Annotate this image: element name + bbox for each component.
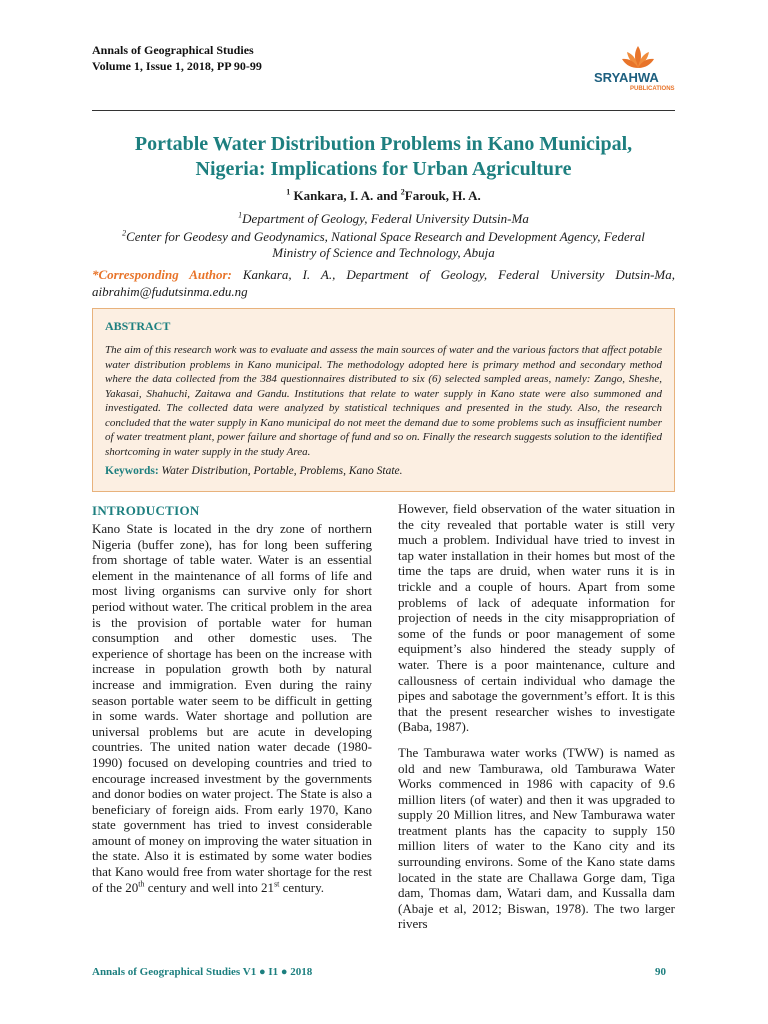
left-column bbox=[92, 521, 372, 905]
page-number: 90 bbox=[655, 966, 666, 978]
lotus-icon bbox=[586, 42, 690, 94]
journal-name: Annals of Geographical Studies bbox=[92, 43, 254, 57]
intro-paragraph-2: However, field observation of the water situation in the city revealed that portable water is still very much a problem. Individual have tried to invest in tap water installation in their homes but most of the time the taps are druid, when water runs it is in trickle and a couple of hours. Apart from some problems of lack of adequate information for projection of needs in the city misappropriation of some of the funds or poor management of some equipment’s also hindered the steady supply of water. There is a poor maintenance, culture and callousness of certain individual who damage the pipes and sabotage the government’s effort. It is this that the present researcher wishes to investigate (Baba, 1987). bbox=[398, 501, 675, 735]
introduction-heading: INTRODUCTION bbox=[92, 503, 200, 518]
right-column bbox=[398, 501, 675, 942]
affil2-line-2: Ministry of Science and Technology, Abuja bbox=[272, 245, 495, 260]
footer-journal: Annals of Geographical Studies V1 ● I1 ● 2018 bbox=[92, 966, 313, 978]
author1-sup: 1 bbox=[286, 187, 291, 197]
corresponding-author bbox=[92, 266, 675, 300]
title-line-2: Nigeria: Implications for Urban Agriculture bbox=[195, 158, 572, 180]
title-line-1: Portable Water Distribution Problems in Kano Municipal, bbox=[134, 133, 633, 155]
intro-p1-text: Kano State is located in the dry zone of northern Nigeria (buffer zone), has for long been suffering from shortage of table water. Water is an essential element in the maintenance of all forms of life and most living organisms can survive only for short period without water. The critical problem in the area is the provision of portable water for human consumption and other domestic uses. The experience of shortage has been on the increase with increase in population growth both by natural increase and immigration. Even during the rainy season portable water seem to be difficult in getting in some wards. Water shortage and pollution are universal problems but are acute in developing countries. The united nation water decade (1980-1990) focused on developing countries and tried to encourage increased investment by the governments and donor bodies on water project. The State is also a beneficiary of foreign aids. From early 1970, Kano state government has tried to invest considerable amount of money on improving the water situation in the state. Also it is estimated by some water bodies that Kano would free from water shortage for the rest of the 20 bbox=[92, 521, 372, 895]
authors bbox=[92, 188, 675, 204]
intro-p1-end: century. bbox=[279, 879, 325, 895]
affiliation-2 bbox=[92, 229, 675, 261]
svg-text:SRYAHWA: SRYAHWA bbox=[594, 70, 659, 85]
intro-paragraph-3: The Tamburawa water works (TWW) is named as old and new Tamburawa, old Tamburawa Water Works commenced in 1986 with capacity of 9.6 million liters (of water) and then it was upgraded to supply 20 Million litres, and New Tamburawa water treatment plants has the capacity to supply 150 million liters of water to the Kano city and its surrounding environs. Some of the Kano state dams located in the state are Challawa Gorge dam, Tiga dam, Thomas dam, Watari dam, and Kussalla dam (Abaje et al, 2012; Biswan, 1978). The two larger rivers bbox=[398, 744, 675, 932]
affil1-text: Department of Geology, Federal University Dutsin-Ma bbox=[242, 211, 529, 226]
abstract-heading: ABSTRACT bbox=[105, 319, 171, 333]
volume-info: Volume 1, Issue 1, 2018, PP 90-99 bbox=[92, 59, 262, 73]
corresponding-text: Kankara, I. A., Department of Geology, Federal University Dutsin-Ma, aibrahim@fudutsinma.edu.ng bbox=[92, 267, 676, 299]
keywords bbox=[105, 465, 662, 477]
sup-st: st bbox=[274, 879, 280, 889]
svg-text:PUBLICATIONS: PUBLICATIONS bbox=[630, 86, 675, 92]
affil2-sup: 2 bbox=[122, 228, 127, 238]
header-rule bbox=[92, 110, 675, 111]
author-2: Farouk, H. A. bbox=[404, 188, 481, 203]
abstract-text: The aim of this research work was to evaluate and assess the main sources of water and the various factors that affect potable water distribution problems in Kano municipal. The methodology adopted here is primary method and secondary method where the data collected from the 384 questionnaires distributed to six (6) selected sampled areas, namely: Zango, Sheshe, Yakasai, Shahuchi, Zaitawa and Gandu. Institutions that relate to water supply in Kano state were also summoned and investigated. The collected data were analyzed by statistical techniques and presented in the study. Also, the research concluded that the water supply in Kano municipal do not meet the demand due to some problems such as insufficient number of water treatment plant, power failure and shortage of fund and so on. Finally the research suggests solution to the identified shortcoming in water supply in the study Area. bbox=[105, 344, 662, 458]
author-1: Kankara, I. A. bbox=[293, 188, 374, 203]
publisher-logo bbox=[586, 42, 690, 94]
author-and: and bbox=[376, 188, 398, 203]
abstract-box bbox=[92, 308, 675, 492]
sup-th: th bbox=[138, 879, 145, 889]
author2-sup: 2 bbox=[400, 187, 405, 197]
corresponding-label: *Corresponding Author: bbox=[92, 267, 232, 282]
intro-p1-mid: century and well into 21 bbox=[144, 879, 275, 895]
journal-header bbox=[92, 42, 262, 74]
paper-title bbox=[92, 132, 675, 182]
keywords-label: Keywords: bbox=[105, 465, 159, 477]
affiliation-1 bbox=[92, 211, 675, 227]
affil2-line-1: Center for Geodesy and Geodynamics, National Space Research and Development Agency, Federal bbox=[126, 229, 645, 244]
keywords-text: Water Distribution, Portable, Problems, Kano State. bbox=[161, 465, 403, 477]
intro-paragraph-1 bbox=[92, 521, 372, 895]
affil1-sup: 1 bbox=[238, 210, 243, 220]
